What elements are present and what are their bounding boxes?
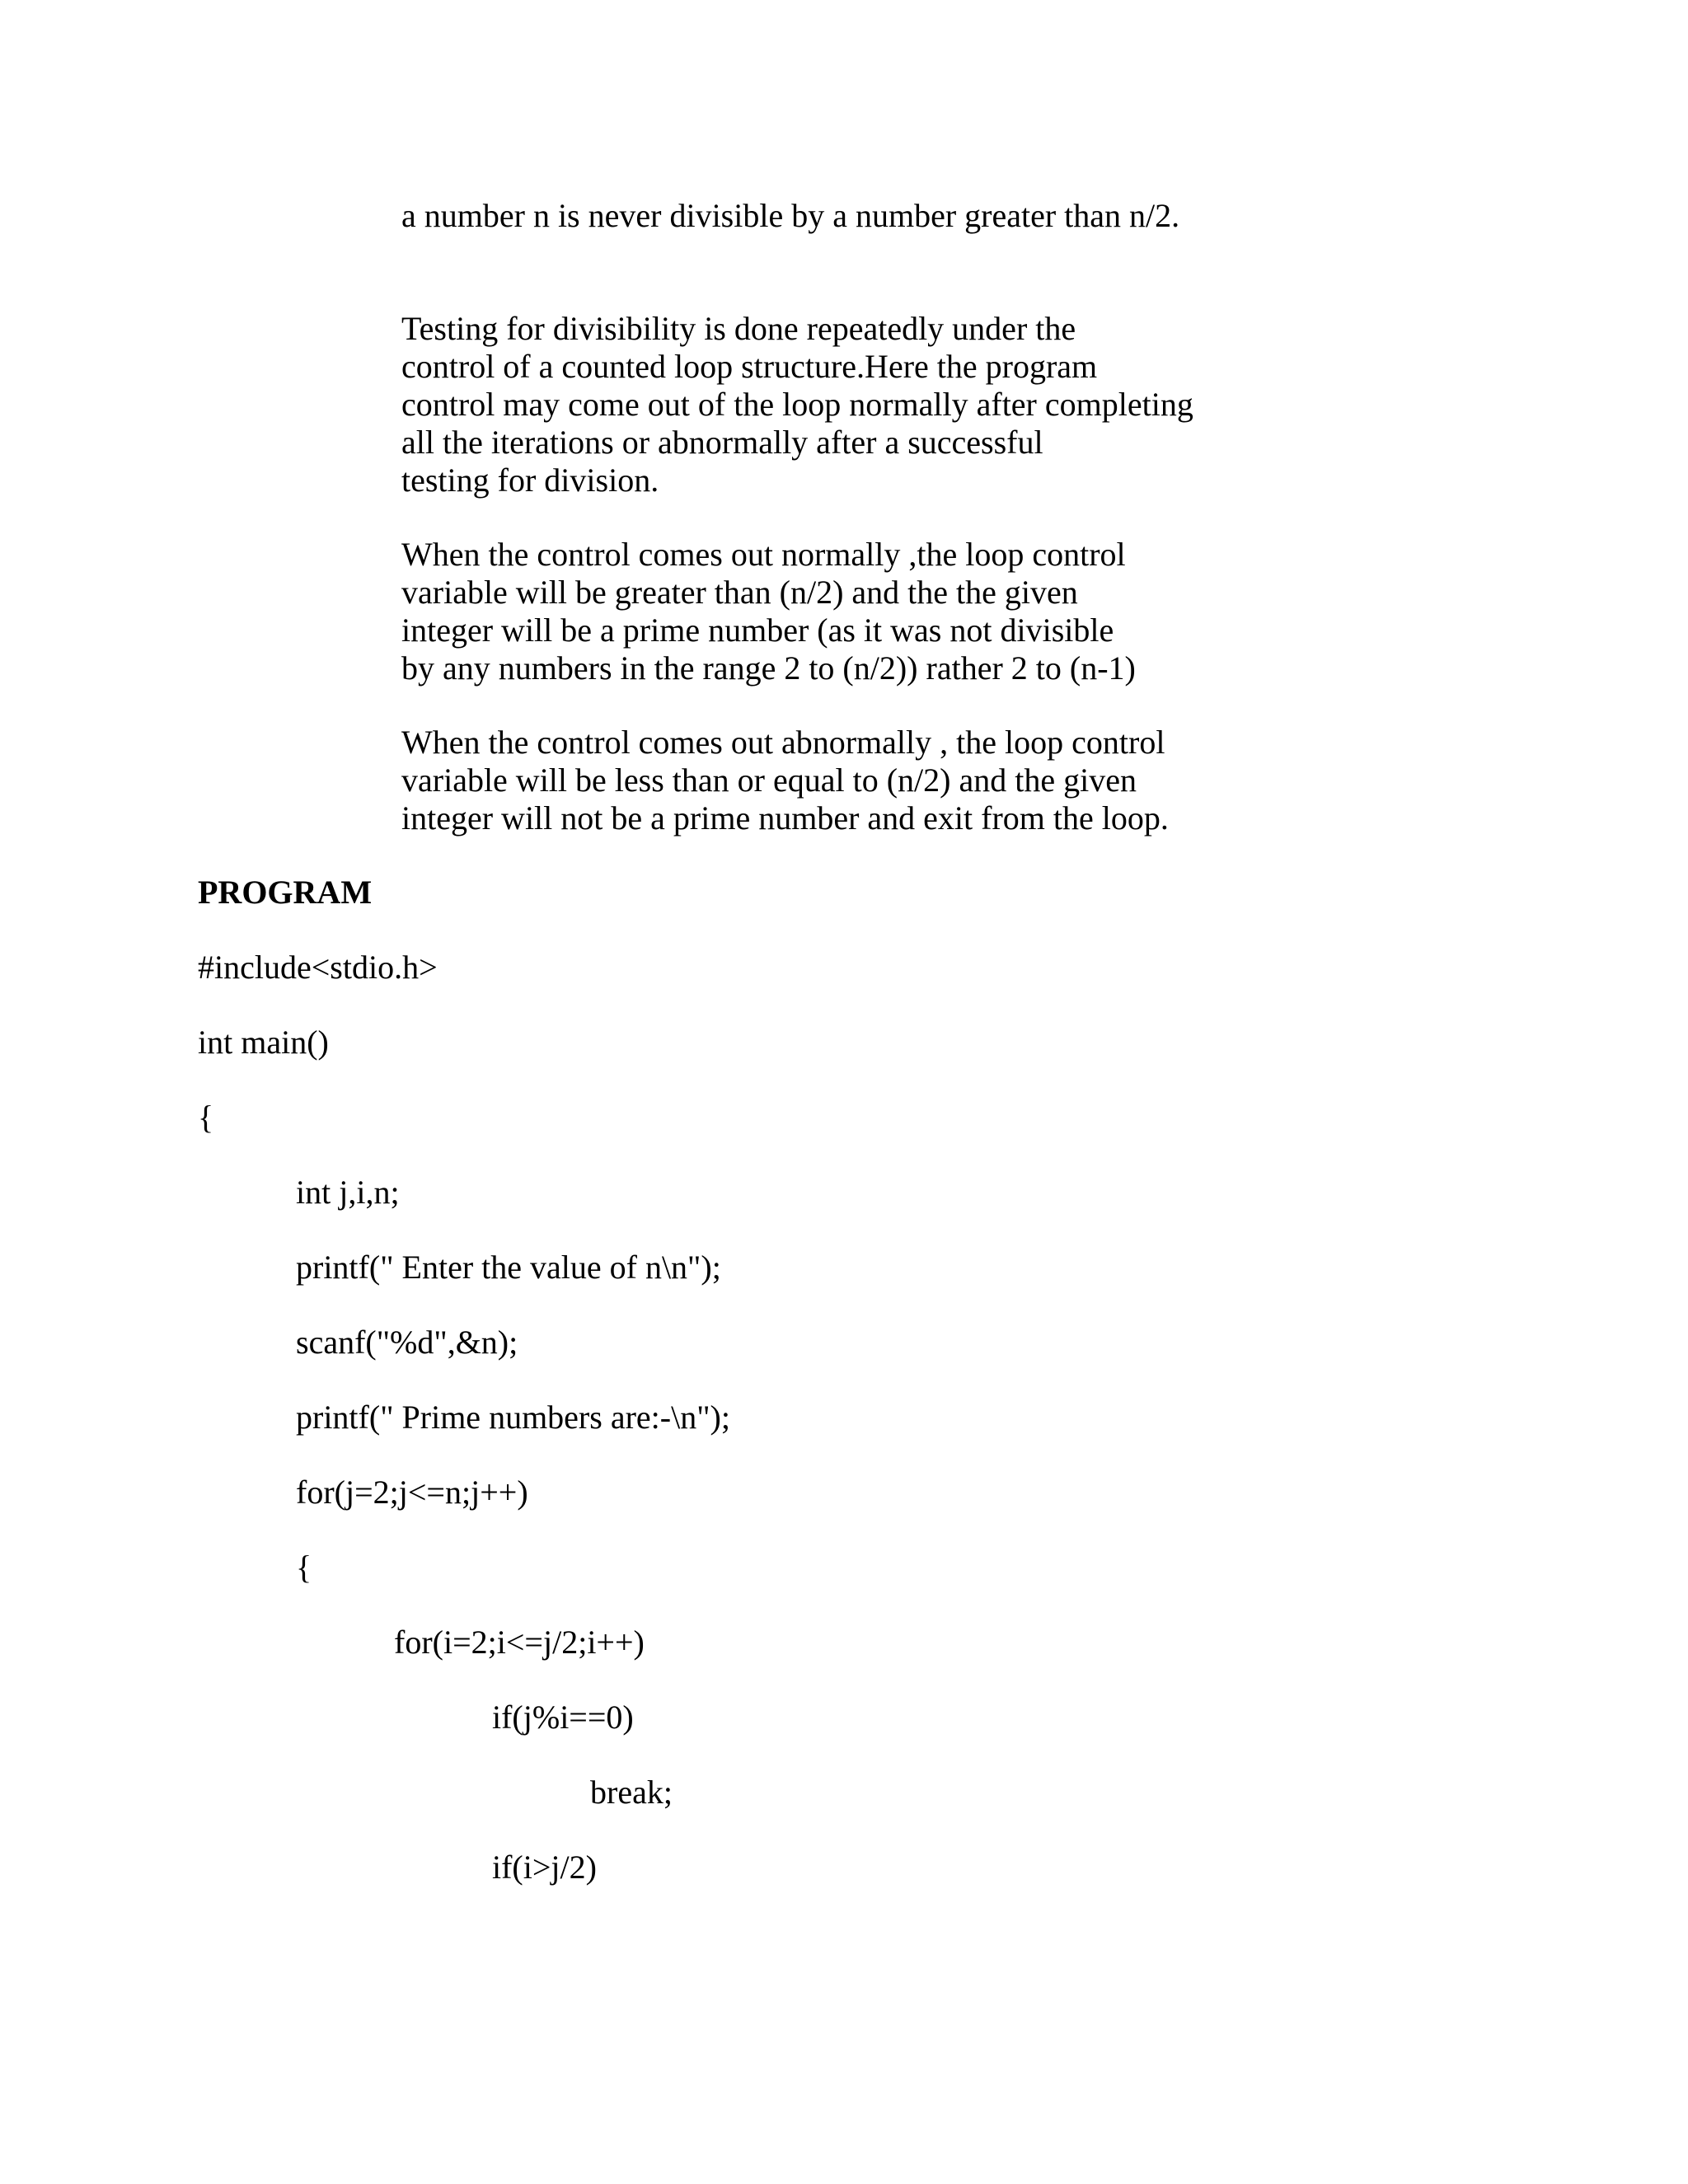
code-line: if(i>j/2)	[492, 1849, 597, 1886]
code-line: break;	[590, 1774, 673, 1811]
code-line: scanf("%d",&n);	[296, 1324, 518, 1361]
divisibility-paragraph	[401, 310, 1473, 499]
paragraph-line: Testing for divisibility is done repeatedly under the	[401, 310, 1076, 347]
paragraph-line: When the control comes out abnormally , the loop control	[401, 724, 1165, 761]
paragraph-line: by any numbers in the range 2 to (n/2)) rather 2 to (n-1)	[401, 649, 1136, 687]
paragraph-line: When the control comes out normally ,the loop control	[401, 536, 1126, 573]
code-line: int j,i,n;	[296, 1174, 400, 1211]
intro-paragraph	[401, 197, 1473, 235]
code-line: printf(" Enter the value of n\n");	[296, 1249, 721, 1286]
paragraph-line: a number n is never divisible by a number greater than n/2.	[401, 197, 1180, 234]
code-line: {	[296, 1549, 312, 1586]
paragraph-line: testing for division.	[401, 462, 659, 499]
paragraph-line: integer will not be a prime number and exit from the loop.	[401, 799, 1169, 837]
code-line: #include<stdio.h>	[198, 949, 438, 986]
paragraph-line: variable will be greater than (n/2) and the the given	[401, 574, 1078, 611]
paragraph-line: control may come out of the loop normally after completing	[401, 386, 1193, 423]
code-line: printf(" Prime numbers are:-\n");	[296, 1399, 730, 1436]
paragraph-line: integer will be a prime number (as it was not divisible	[401, 612, 1114, 649]
code-line: for(i=2;i<=j/2;i++)	[394, 1624, 645, 1661]
paragraph-line: all the iterations or abnormally after a successful	[401, 424, 1043, 461]
normal-exit-paragraph	[401, 536, 1473, 687]
program-heading: PROGRAM	[198, 874, 373, 911]
code-line: for(j=2;j<=n;j++)	[296, 1474, 528, 1511]
code-line: int main()	[198, 1024, 329, 1061]
paragraph-line: control of a counted loop structure.Here the program	[401, 348, 1098, 385]
code-line: {	[198, 1099, 214, 1136]
abnormal-exit-paragraph	[401, 724, 1473, 837]
code-line: if(j%i==0)	[492, 1699, 634, 1736]
paragraph-line: variable will be less than or equal to (n/2) and the given	[401, 762, 1137, 799]
